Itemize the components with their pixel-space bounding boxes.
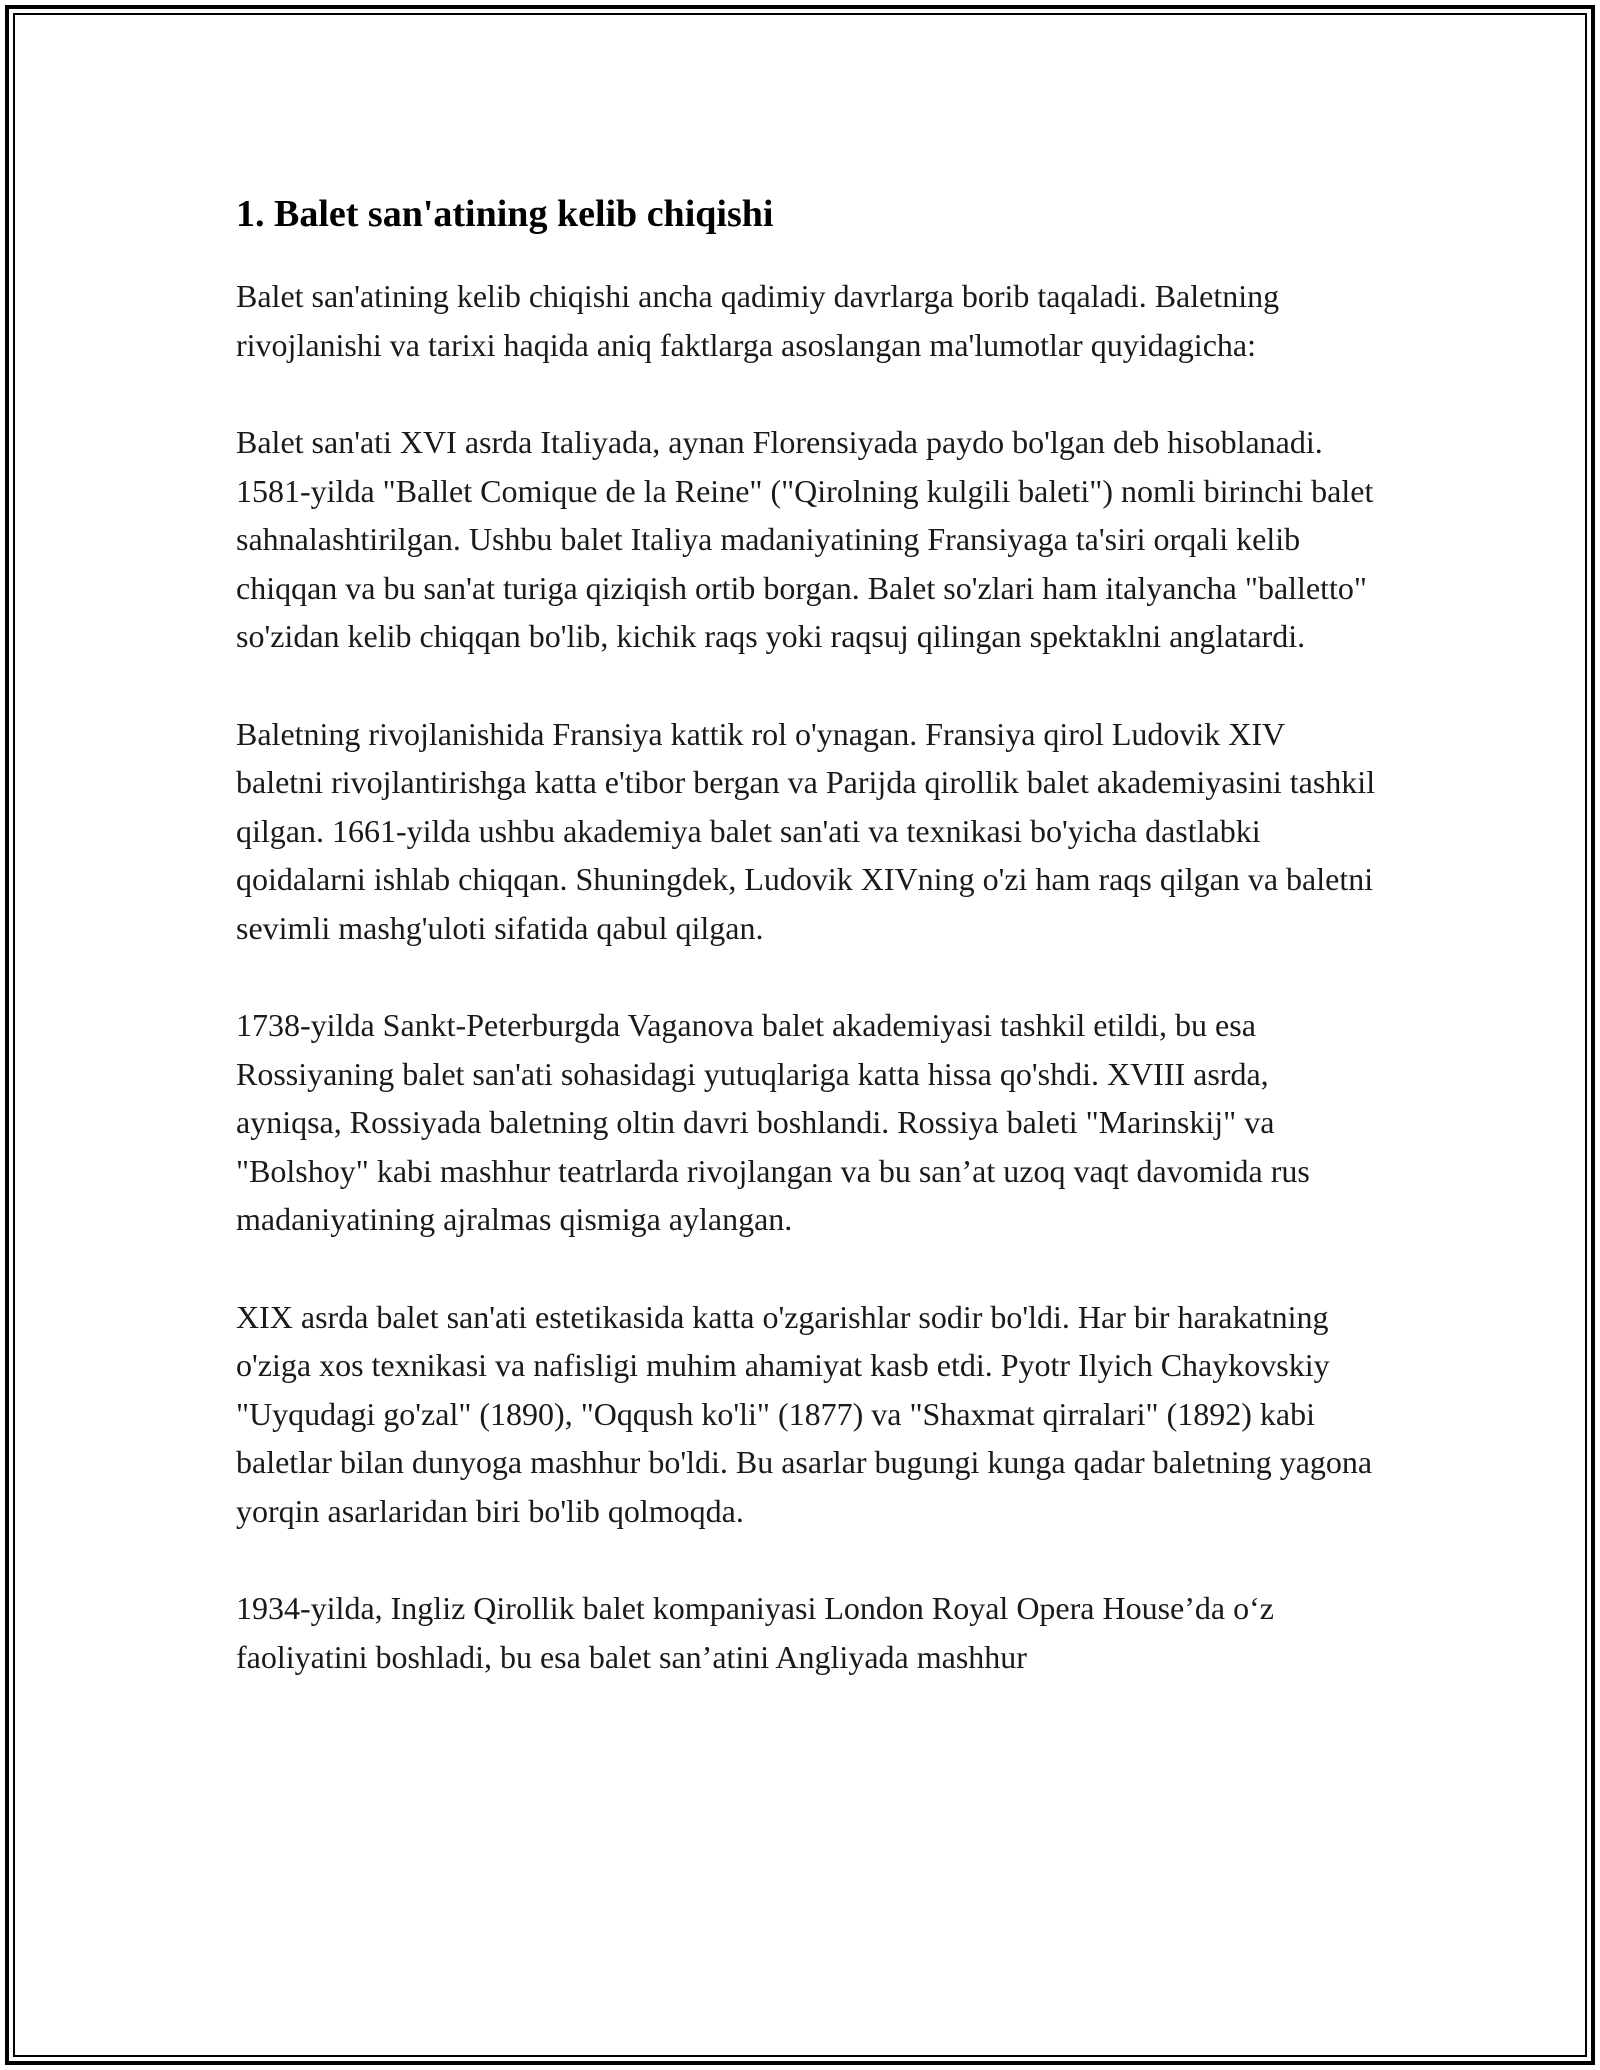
section-heading: 1. Balet san'atining kelib chiqishi <box>236 193 774 235</box>
paragraph-intro: Balet san'atining kelib chiqishi ancha qadimiy davrlarga borib taqaladi. Baletning rivojlanishi va tarixi haqida aniq faktlarga asoslangan ma'lumotlar quyidagicha: <box>236 278 1280 363</box>
document-body <box>236 188 1376 1681</box>
paragraph-england: 1934-yilda, Ingliz Qirollik balet kompaniyasi London Royal Opera House’da o‘z faoliyatini boshladi, bu esa balet san’atini Angliyada mashhur <box>236 1590 1274 1675</box>
paragraph-france: Baletning rivojlanishida Fransiya kattik rol o'ynagan. Fransiya qirol Ludovik XIV baletni rivojlantirishga katta e'tibor bergan va Parijda qirollik balet akademiyasini tashkil qilgan. 1661-yilda ushbu akademiya balet san'ati va texnikasi bo'yicha dastlabki qoidalarni ishlab chiqqan. Shuningdek, Ludovik XIVning o'zi ham raqs qilgan va baletni sevimli mashg'uloti sifatida qabul qilgan. <box>236 715 1376 946</box>
paragraph-russia: 1738-yilda Sankt-Peterburgda Vaganova balet akademiyasi tashkil etildi, bu esa Rossiyaning balet san'ati sohasidagi yutuqlariga katta hissa qo'shdi. XVIII asrda, ayniqsa, Rossiyada baletning oltin davri boshlandi. Rossiya baleti "Marinskij" va "Bolshoy" kabi mashhur teatrlarda rivojlangan va bu san’at uzoq vaqt davomida rus madaniyatining ajralmas qismiga aylangan. <box>236 1007 1310 1237</box>
paragraph-italy-origin: Balet san'ati XVI asrda Italiyada, aynan Florensiyada paydo bo'lgan deb hisoblanadi. 1581-yilda "Ballet Comique de la Reine" ("Qirolning kulgili baleti") nomli birinchi balet sahnalashtirilgan. Ushbu balet Italiya madaniyatining Fransiyaga ta'siri orqali kelib chiqqan va bu san'at turiga qiziqish ortib borgan. Balet so'zlari ham italyancha "balletto" so'zidan kelib chiqqan bo'lib, kichik raqs yoki raqsuj qilingan spektaklni anglatardi. <box>236 424 1374 654</box>
paragraph-19th-century: XIX asrda balet san'ati estetikasida katta o'zgarishlar sodir bo'ldi. Har bir harakatning o'ziga xos texnikasi va nafisligi muhim ahamiyat kasb etdi. Pyotr Ilyich Chaykovskiy "Uyqudagi go'zal" (1890), "Oqqush ko'li" (1877) va "Shaxmat qirralari" (1892) kabi baletlar bilan dunyoga mashhur bo'ldi. Bu asarlar bugungi kunga qadar baletning yagona yorqin asarlaridan biri bo'lib qolmoqda. <box>236 1298 1373 1529</box>
